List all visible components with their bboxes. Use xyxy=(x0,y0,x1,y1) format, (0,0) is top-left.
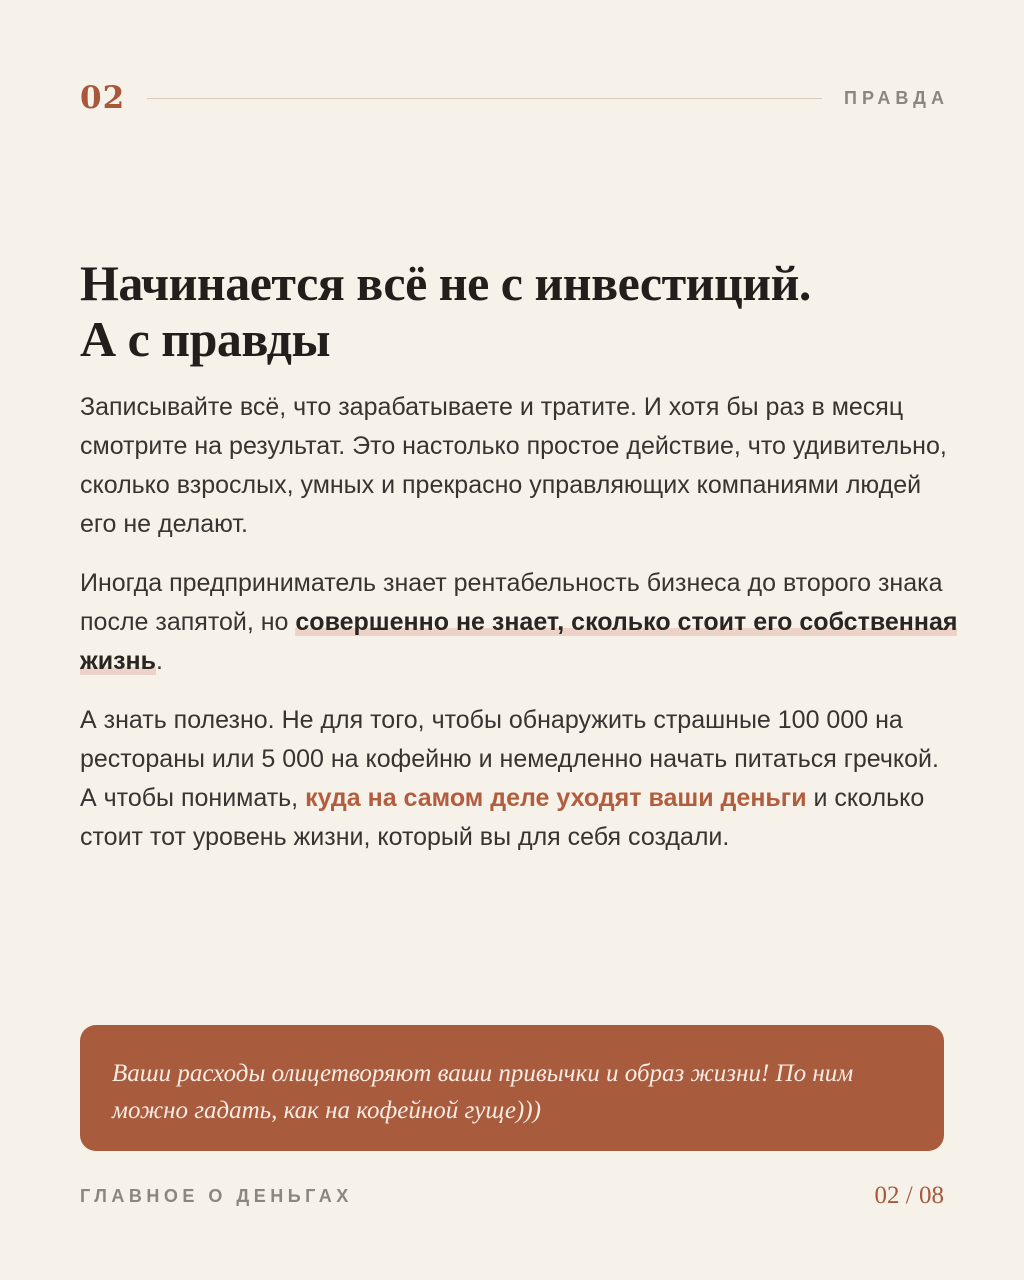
section-label: ПРАВДА xyxy=(844,88,949,108)
paragraph-3-end: и сколько стоит тот уровень жизни, который вы для себя создали. xyxy=(80,784,925,851)
page-counter: 02 / 08 xyxy=(874,1182,944,1209)
paragraph-3 xyxy=(80,701,960,857)
paragraph-2-end: . xyxy=(156,647,163,675)
header-divider xyxy=(147,98,822,99)
footer-brand: ГЛАВНОЕ О ДЕНЬГАХ xyxy=(80,1185,353,1206)
slide-footer xyxy=(80,1180,944,1212)
paragraph-1: Записывайте всё, что зарабатываете и тратите. И хотя бы раз в месяц смотрите на результат. Это настолько простое действие, что удивительно, сколько взрослых, умных и прекрасно управляющих компаниями людей его не делают. xyxy=(80,393,947,538)
body-content xyxy=(80,388,960,877)
paragraph-3-text: А знать полезно. Не для того, чтобы обнаружить страшные 100 000 на рестораны или 5 000 на кофейню и немедленно начать питаться гречкой. А чтобы понимать, xyxy=(80,706,939,812)
section-number: 02 xyxy=(80,79,126,116)
headline-line-1: Начинается всё не с инвестиций. xyxy=(80,255,811,311)
paragraph-2 xyxy=(80,564,960,681)
slide-headline xyxy=(80,255,960,367)
slide-header xyxy=(80,78,949,118)
paragraph-2-text: Иногда предприниматель знает рентабельность бизнеса до второго знака после запятой, но xyxy=(80,569,943,636)
headline-line-2: А с правды xyxy=(80,311,331,367)
accent-phrase: куда на самом деле уходят ваши деньги xyxy=(305,784,807,812)
quote-callout xyxy=(80,1025,944,1151)
highlighted-phrase: совершенно не знает, сколько стоит его собственная жизнь xyxy=(80,608,958,675)
quote-text: Ваши расходы олицетворяют ваши привычки и образ жизни! По ним можно гадать, как на кофейной гуще))) xyxy=(112,1060,854,1124)
